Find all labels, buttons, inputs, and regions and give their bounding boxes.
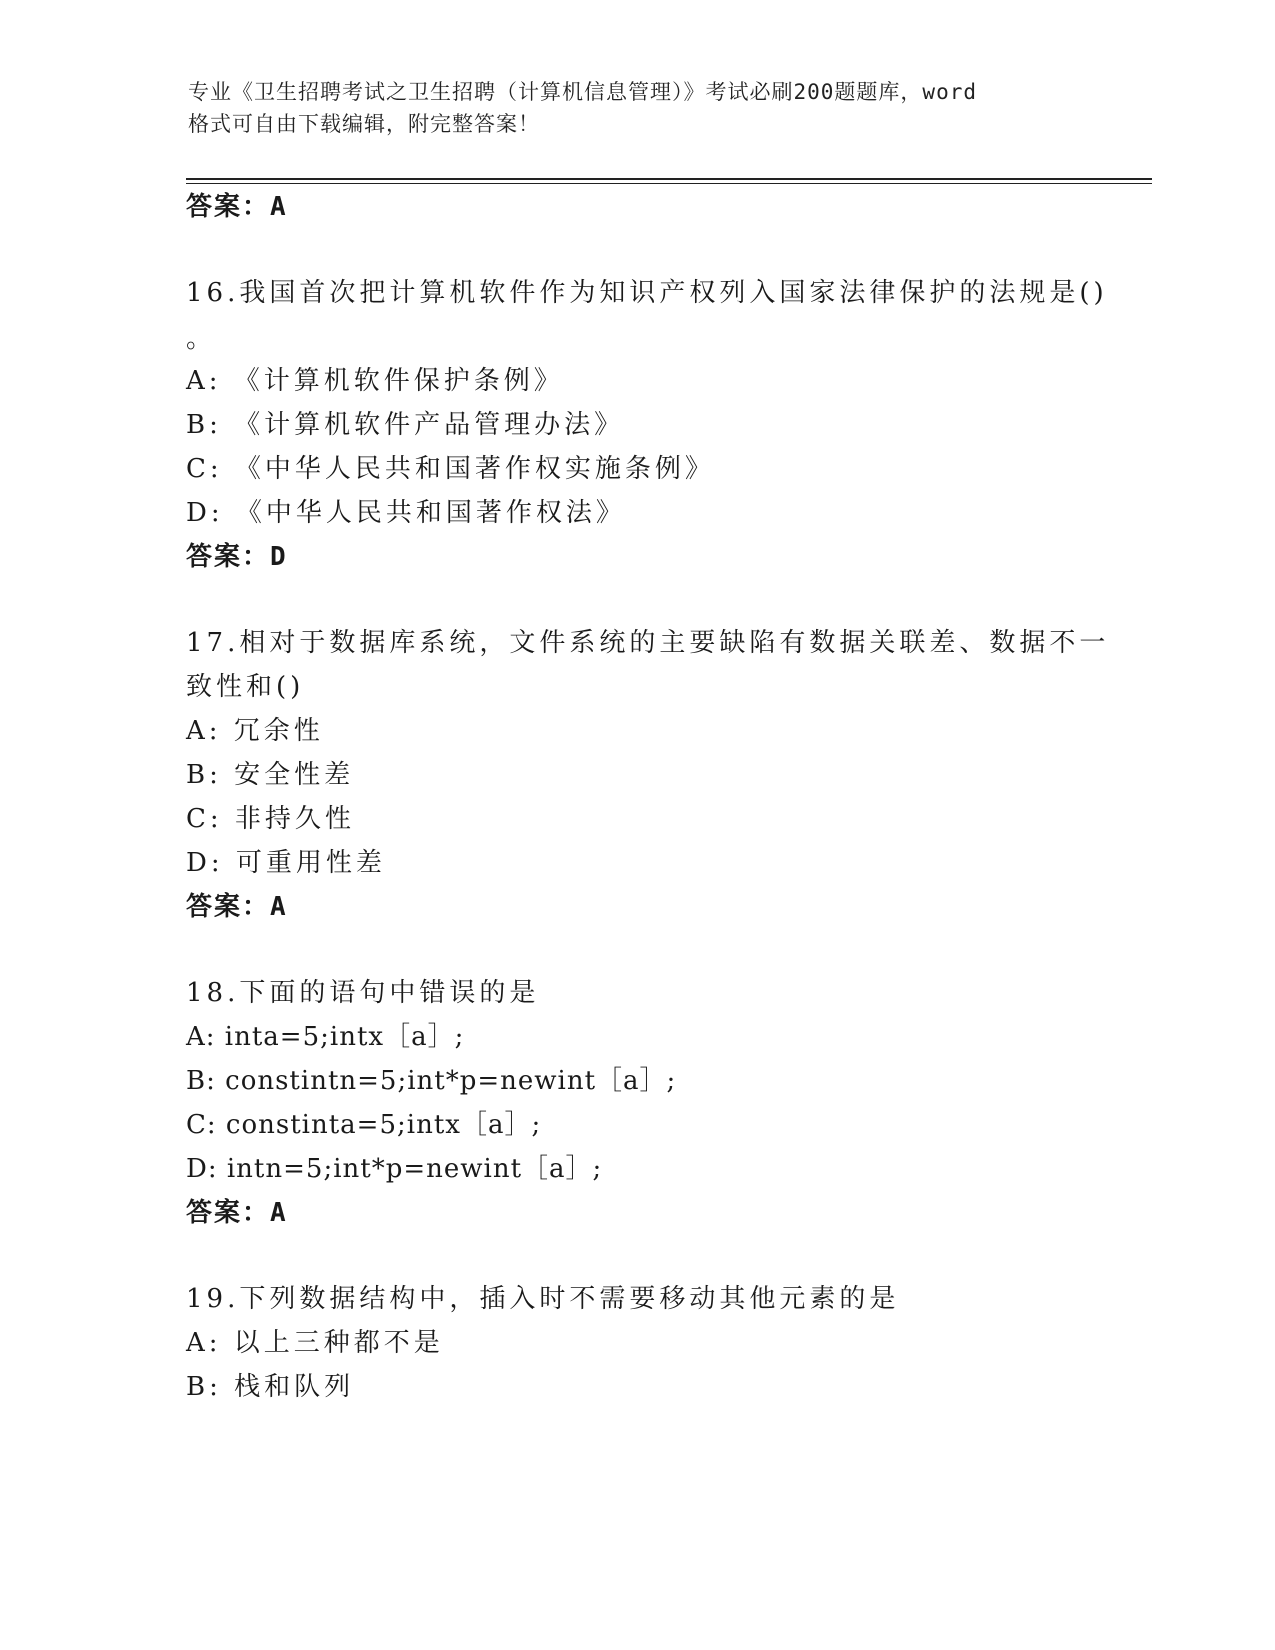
- answer-value: D: [270, 542, 288, 572]
- document-header: [188, 76, 1088, 140]
- answer-value: A: [270, 192, 288, 222]
- question-18-option-b: B: constintn=5;int*p=newint［a］;: [186, 1066, 677, 1096]
- header-line-2: 格式可自由下载编辑，附完整答案！: [188, 112, 540, 136]
- header-line-1: 专业《卫生招聘考试之卫生招聘（计算机信息管理）》考试必刷200题题库，word: [188, 80, 977, 104]
- answer-18: [186, 1192, 288, 1229]
- question-17-text-line-1: 17.相对于数据库系统，文件系统的主要缺陷有数据关联差、数据不一: [186, 628, 1110, 658]
- header-divider-thin: [186, 183, 1152, 184]
- question-17-option-b: B: 安全性差: [186, 760, 355, 790]
- question-16-option-a: A: 《计算机软件保护条例》: [186, 366, 564, 396]
- question-18-text-line-1: 18.下面的语句中错误的是: [186, 978, 540, 1008]
- answer-label: 答案：: [186, 542, 271, 572]
- question-16-text-line-1: 16.我国首次把计算机软件作为知识产权列入国家法律保护的法规是(): [186, 278, 1108, 308]
- question-17-option-d: D: 可重用性差: [186, 848, 386, 878]
- question-19-option-a: A: 以上三种都不是: [186, 1328, 444, 1358]
- question-18-option-a: A: inta=5;intx［a］;: [186, 1022, 465, 1052]
- question-17-option-c: C: 非持久性: [186, 804, 355, 834]
- question-16-option-d: D: 《中华人民共和国著作权法》: [186, 498, 626, 528]
- answer-17: [186, 886, 288, 923]
- answer-15: [186, 186, 288, 223]
- header-divider-thick: [186, 178, 1152, 180]
- question-18-option-c: C: constinta=5;intx［a］;: [186, 1110, 542, 1140]
- answer-label: 答案：: [186, 1198, 271, 1228]
- question-18-option-d: D: intn=5;int*p=newint［a］;: [186, 1154, 603, 1184]
- answer-label: 答案：: [186, 892, 271, 922]
- question-16-text-line-2: 。: [186, 324, 217, 354]
- question-19-option-b: B: 栈和队列: [186, 1372, 355, 1402]
- question-17-option-a: A: 冗余性: [186, 716, 324, 746]
- question-17-text-line-2: 致性和(): [186, 672, 305, 702]
- question-16-option-b: B: 《计算机软件产品管理办法》: [186, 410, 625, 440]
- answer-16: [186, 536, 288, 573]
- question-19-text-line-1: 19.下列数据结构中，插入时不需要移动其他元素的是: [186, 1284, 900, 1314]
- answer-label: 答案：: [186, 192, 271, 222]
- answer-value: A: [270, 892, 288, 922]
- question-16-option-c: C: 《中华人民共和国著作权实施条例》: [186, 454, 715, 484]
- answer-value: A: [270, 1198, 288, 1228]
